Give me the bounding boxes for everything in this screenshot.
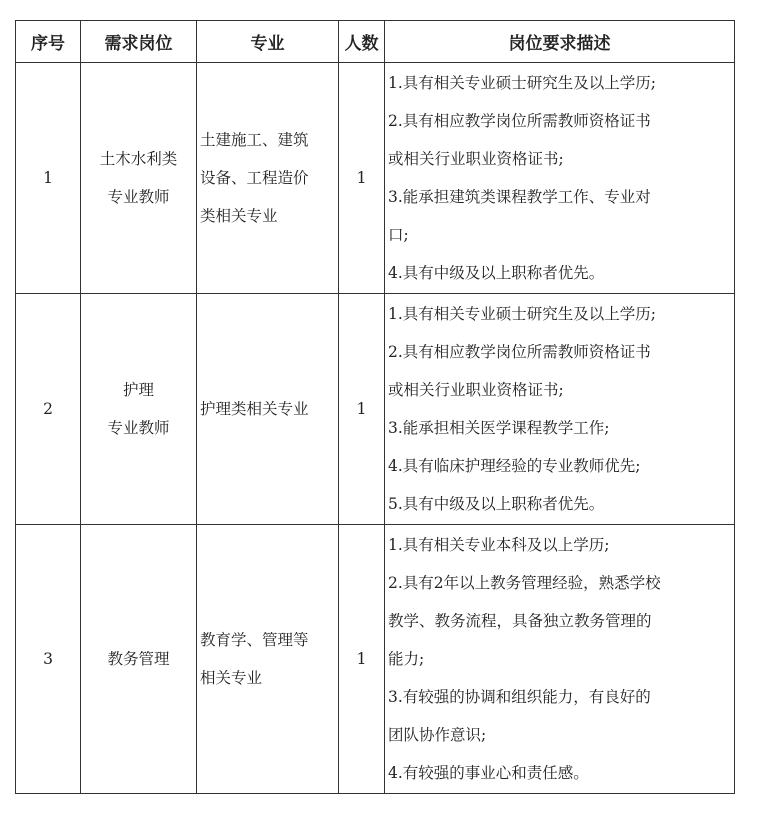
major-line: 教育学、管理等 <box>200 631 309 649</box>
row-major <box>197 525 339 794</box>
description-line: 2.具有相应教学岗位所需教师资格证书 <box>388 343 651 361</box>
description-line: 3.能承担建筑类课程教学工作、专业对 <box>388 188 651 206</box>
major-line: 设备、工程造价 <box>200 169 309 187</box>
row-no: 1 <box>16 63 81 294</box>
table-row <box>16 63 735 294</box>
description-line: 1.具有相关专业硕士研究生及以上学历; <box>388 305 657 323</box>
row-description <box>385 525 735 794</box>
major-line: 土建施工、建筑 <box>200 131 309 149</box>
row-description <box>385 294 735 525</box>
description-line: 1.具有相关专业硕士研究生及以上学历; <box>388 74 657 92</box>
header-position: 需求岗位 <box>81 21 197 63</box>
description-line: 2.具有2年以上教务管理经验，熟悉学校 <box>388 574 661 592</box>
description-line: 团队协作意识; <box>388 726 487 744</box>
row-position <box>81 63 197 294</box>
description-line: 口; <box>388 226 409 244</box>
description-line: 教学、教务流程，具备独立教务管理的 <box>388 612 652 630</box>
position-line: 护理 <box>122 381 154 399</box>
description-line: 5.具有中级及以上职称者优先。 <box>388 495 605 513</box>
row-position <box>81 525 197 794</box>
description-line: 4.具有临床护理经验的专业教师优先; <box>388 457 641 475</box>
major-line: 护理类相关专业 <box>200 400 309 418</box>
header-major: 专业 <box>197 21 339 63</box>
recruitment-table <box>15 20 735 794</box>
table-row <box>16 294 735 525</box>
row-major <box>197 63 339 294</box>
position-line: 教务管理 <box>107 650 170 668</box>
row-count: 1 <box>339 63 385 294</box>
position-line: 专业教师 <box>107 188 170 206</box>
header-description: 岗位要求描述 <box>385 21 735 63</box>
description-line: 1.具有相关专业本科及以上学历; <box>388 536 610 554</box>
description-line: 能力; <box>388 650 425 668</box>
description-line: 3.有较强的协调和组织能力，有良好的 <box>388 688 651 706</box>
major-line: 相关专业 <box>200 669 263 687</box>
header-count: 人数 <box>339 21 385 63</box>
position-line: 专业教师 <box>107 419 170 437</box>
row-count: 1 <box>339 294 385 525</box>
header-row <box>16 21 735 63</box>
row-major <box>197 294 339 525</box>
header-no: 序号 <box>16 21 81 63</box>
table-row <box>16 525 735 794</box>
description-line: 4.有较强的事业心和责任感。 <box>388 764 589 782</box>
description-line: 或相关行业职业资格证书; <box>388 150 564 168</box>
description-line: 4.具有中级及以上职称者优先。 <box>388 264 605 282</box>
description-line: 或相关行业职业资格证书; <box>388 381 564 399</box>
position-line: 土木水利类 <box>99 150 178 168</box>
row-description <box>385 63 735 294</box>
description-line: 2.具有相应教学岗位所需教师资格证书 <box>388 112 651 130</box>
row-no: 3 <box>16 525 81 794</box>
row-count: 1 <box>339 525 385 794</box>
row-position <box>81 294 197 525</box>
major-line: 类相关专业 <box>200 207 278 225</box>
description-line: 3.能承担相关医学课程教学工作; <box>388 419 610 437</box>
row-no: 2 <box>16 294 81 525</box>
